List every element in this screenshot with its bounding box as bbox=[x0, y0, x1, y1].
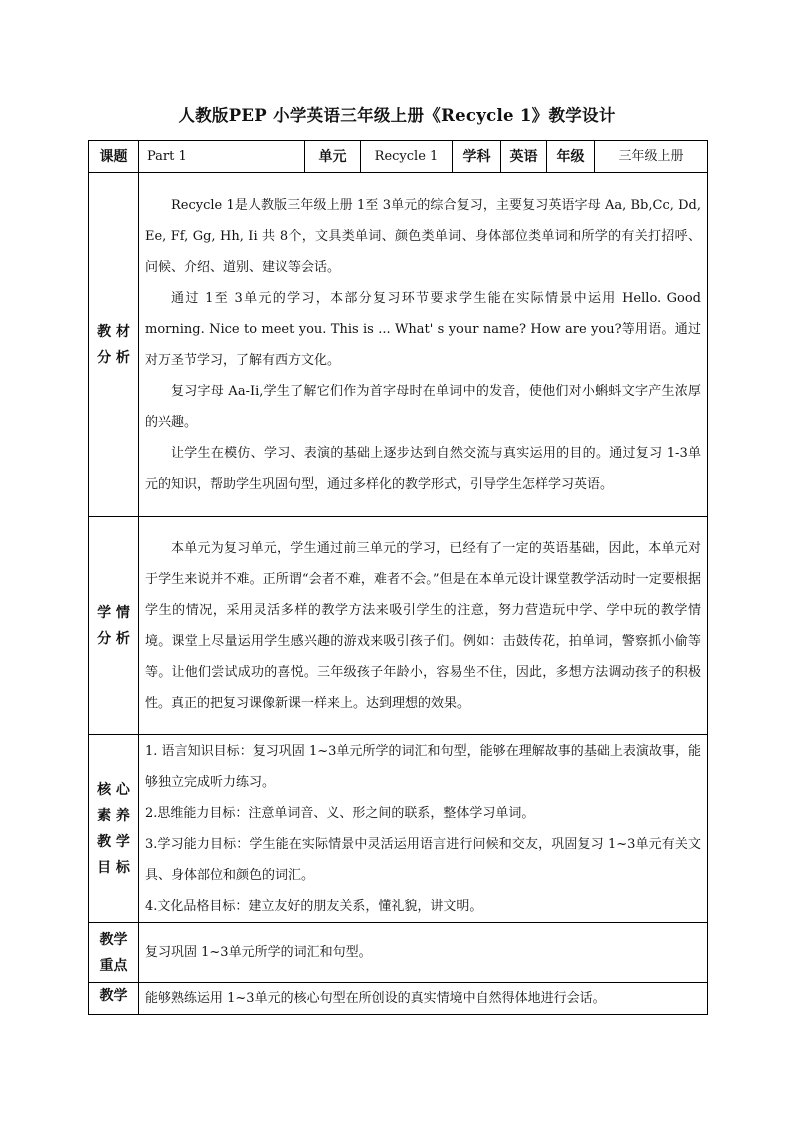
core-goals-content bbox=[139, 735, 708, 923]
document-title: 人教版PEP 小学英语三年级上册《Recycle 1》教学设计 bbox=[178, 106, 616, 125]
topic-value: Part 1 bbox=[139, 141, 305, 173]
core-goals-label-line-4: 目 标 bbox=[97, 859, 130, 876]
lesson-plan-table bbox=[88, 140, 708, 1015]
grade-label: 年级 bbox=[547, 141, 595, 173]
difficult-points-row bbox=[89, 983, 708, 1015]
core-goals-label-line-2: 素 养 bbox=[97, 807, 130, 824]
student-analysis-label-line-2: 分 析 bbox=[97, 630, 130, 647]
student-analysis-row bbox=[89, 517, 708, 735]
student-analysis-content bbox=[139, 517, 708, 735]
core-goal-item: 3.学习能力目标：学生能在实际情景中灵活运用语言进行问候和交友，巩固复习 1~3单元有关文具、身体部位和颜色的词汇。 bbox=[145, 836, 701, 883]
core-goal-item: 2.思维能力目标：注意单词音、义、形之间的联系，整体学习单词。 bbox=[145, 805, 535, 821]
core-goals-row bbox=[89, 735, 708, 923]
material-analysis-paragraph: Recycle 1是人教版三年级上册 1至 3单元的综合复习，主要复习英语字母 Aa, Bb,Cc, Dd, Ee, Ff, Gg, Hh, Ii 共 8个，文具类单词、颜色类单词、身体部位类单词和所学的有关打招呼、问候、介绍、道别、建议等会话。 bbox=[145, 197, 701, 275]
key-points-row bbox=[89, 923, 708, 983]
core-goals-label bbox=[89, 735, 139, 923]
key-points-label-line-2: 重点 bbox=[99, 957, 128, 974]
header-row bbox=[89, 141, 708, 173]
unit-label: 单元 bbox=[305, 141, 361, 173]
subject-value: 英语 bbox=[501, 141, 547, 173]
core-goals-label-line-3: 教 学 bbox=[97, 833, 130, 850]
material-analysis-label-line-2: 分 析 bbox=[97, 349, 130, 366]
core-goal-item: 4.文化品格目标：建立友好的朋友关系，懂礼貌，讲文明。 bbox=[145, 898, 483, 914]
material-analysis-label bbox=[89, 173, 139, 517]
topic-label: 课题 bbox=[89, 141, 139, 173]
subject-label: 学科 bbox=[453, 141, 501, 173]
material-analysis-row bbox=[89, 173, 708, 517]
material-analysis-paragraph: 复习字母 Aa-Ii,学生了解它们作为首字母时在单词中的发音，使他们对小蝌蚪文字产生浓厚的兴趣。 bbox=[145, 383, 701, 430]
material-analysis-content bbox=[139, 173, 708, 517]
core-goal-item: 1. 语言知识目标：复习巩固 1~3单元所学的词汇和句型，能够在理解故事的基础上表演故事，能够独立完成听力练习。 bbox=[145, 743, 701, 790]
core-goals-label-line-1: 核 心 bbox=[97, 781, 130, 798]
material-analysis-label-line-1: 教 材 bbox=[97, 323, 130, 340]
unit-value: Recycle 1 bbox=[361, 141, 453, 173]
key-points-content: 复习巩固 1~3单元所学的词汇和句型。 bbox=[139, 923, 708, 983]
student-analysis-paragraph: 本单元为复习单元，学生通过前三单元的学习，已经有了一定的英语基础，因此，本单元对于学生来说并不难。正所谓“会者不难，难者不会。”但是在本单元设计课堂教学活动时一定要根据学生的情况，采用灵活多样的教学方法来吸引学生的注意，努力营造玩中学、学中玩的教学情境。课堂上尽量运用学生感兴趣的游戏来吸引孩子们。例如：击鼓传花，拍单词，警察抓小偷等等。让他们尝试成功的喜悦。三年级孩子年龄小，容易坐不住，因此，多想方法调动孩子的积极性。真正的把复习课像新课一样来上。达到理想的效果。 bbox=[145, 540, 701, 711]
key-points-label bbox=[89, 923, 139, 983]
grade-value: 三年级上册 bbox=[595, 141, 708, 173]
material-analysis-paragraph: 让学生在模仿、学习、表演的基础上逐步达到自然交流与真实运用的目的。通过复习 1-3单元的知识，帮助学生巩固句型，通过多样化的教学形式，引导学生怎样学习英语。 bbox=[145, 445, 701, 492]
difficult-points-content: 能够熟练运用 1~3单元的核心句型在所创设的真实情境中自然得体地进行会话。 bbox=[139, 983, 708, 1015]
key-points-label-line-1: 教学 bbox=[99, 931, 128, 948]
material-analysis-paragraph: 通过 1至 3单元的学习，本部分复习环节要求学生能在实际情景中运用 Hello. Good morning. Nice to meet you. This is ... What' s your name? How are you?等用语。通过对万圣节学习，了解有西方文化。 bbox=[145, 290, 701, 368]
difficult-points-label: 教学 bbox=[89, 983, 139, 1015]
student-analysis-label bbox=[89, 517, 139, 735]
student-analysis-label-line-1: 学 情 bbox=[97, 604, 130, 621]
